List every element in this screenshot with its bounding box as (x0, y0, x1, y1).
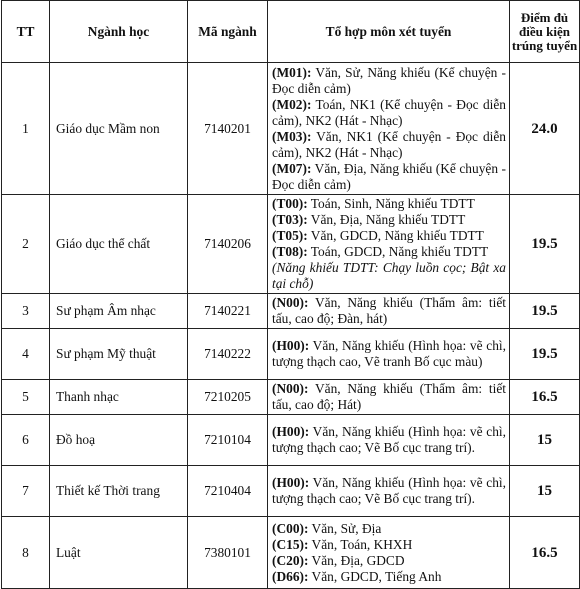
subject-combinations (268, 63, 510, 195)
header-tt: TT (2, 1, 50, 63)
table-row (2, 466, 580, 517)
combo-line (272, 65, 506, 97)
combo-subjects: Văn, Năng khiếu (Hình họa: vẽ chì, tượng thạch cao; Vẽ Bố cục trang trí). (272, 424, 506, 455)
combo-subjects: Văn, Địa, Năng khiếu TDTT (307, 212, 466, 227)
combo-line (272, 475, 506, 507)
cutoff-score: 15 (510, 415, 580, 466)
cutoff-score: 16.5 (510, 380, 580, 415)
combo-code: (M07): (272, 160, 312, 176)
major-name: Thanh nhạc (50, 380, 188, 415)
cutoff-score: 16.5 (510, 517, 580, 589)
subject-combinations (268, 195, 510, 294)
table-row (2, 195, 580, 294)
combo-code: (M02): (272, 96, 312, 112)
major-code: 7140206 (188, 195, 268, 294)
major-code: 7140221 (188, 294, 268, 329)
row-number: 3 (2, 294, 50, 329)
combo-subjects: Văn, Toán, KHXH (308, 536, 413, 552)
subject-combinations (268, 329, 510, 380)
header-combo: Tổ hợp môn xét tuyển (268, 1, 510, 63)
major-code: 7140201 (188, 63, 268, 195)
combo-subjects: Văn, Năng khiếu (Hình họa: vẽ chì, tượng thạch cao; Vẽ Bố cục trang trí). (272, 475, 506, 506)
subject-combinations (268, 415, 510, 466)
table-row (2, 63, 580, 195)
combo-code: (M03): (272, 128, 312, 144)
row-number: 2 (2, 195, 50, 294)
combo-subjects: Văn, Địa, Năng khiếu (Kể chuyện - Đọc diễn cảm) (272, 160, 506, 192)
combo-code: (N00): (272, 381, 309, 396)
combo-code: (H00): (272, 475, 310, 490)
combo-line (272, 244, 506, 260)
major-code: 7210404 (188, 466, 268, 517)
combo-subjects: Văn, Sử, Năng khiếu (Kể chuyện - Đọc diễn cảm) (272, 64, 506, 96)
row-number: 4 (2, 329, 50, 380)
major-name: Giáo dục Mầm non (50, 63, 188, 195)
combo-subjects: Toán, NK1 (Kể chuyện - Đọc diễn cảm), NK2 (Hát - Nhạc) (272, 96, 506, 128)
combo-code: (D66): (272, 568, 309, 584)
table-row (2, 380, 580, 415)
combo-line (272, 381, 506, 413)
header-row (2, 1, 580, 63)
combo-line (272, 553, 506, 569)
admission-table (1, 0, 580, 589)
combo-note: (Năng khiếu TDTT: Chạy luồn cọc; Bật xa tại chỗ) (272, 260, 506, 291)
combo-code: (C20): (272, 552, 309, 568)
cutoff-score: 24.0 (510, 63, 580, 195)
combo-code: (C15): (272, 536, 309, 552)
combo-line (272, 97, 506, 129)
row-number: 1 (2, 63, 50, 195)
combo-line (272, 228, 506, 244)
combo-subjects: Văn, Sử, Địa (308, 520, 382, 536)
combo-code: (T00): (272, 196, 308, 211)
row-number: 5 (2, 380, 50, 415)
combo-code: (H00): (272, 424, 310, 439)
subject-combinations (268, 466, 510, 517)
combo-subjects: Văn, NK1 (Kể chuyện - Đọc diễn cảm), NK2 (Hát - Nhạc) (272, 128, 506, 160)
combo-subjects: Toán, Sinh, Năng khiếu TDTT (307, 196, 475, 211)
subject-combinations (268, 294, 510, 329)
combo-line (272, 212, 506, 228)
combo-subjects: Toán, GDCD, Năng khiếu TDTT (307, 244, 489, 259)
combo-line (272, 295, 506, 327)
combo-subjects: Văn, GDCD, Tiếng Anh (308, 568, 442, 584)
cutoff-score: 19.5 (510, 294, 580, 329)
major-name: Giáo dục thể chất (50, 195, 188, 294)
row-number: 8 (2, 517, 50, 589)
table-row (2, 329, 580, 380)
cutoff-score: 19.5 (510, 329, 580, 380)
cutoff-score: 15 (510, 466, 580, 517)
subject-combinations (268, 380, 510, 415)
major-code: 7210205 (188, 380, 268, 415)
combo-line (272, 569, 506, 585)
major-code: 7210104 (188, 415, 268, 466)
combo-line (272, 521, 506, 537)
major-name: Thiết kế Thời trang (50, 466, 188, 517)
table-row (2, 294, 580, 329)
combo-line (272, 161, 506, 193)
major-code: 7380101 (188, 517, 268, 589)
combo-code: (T05): (272, 228, 308, 243)
table-body (2, 63, 580, 589)
table-row (2, 415, 580, 466)
major-code: 7140222 (188, 329, 268, 380)
combo-code: (N00): (272, 295, 309, 310)
combo-subjects: Văn, GDCD, Năng khiếu TDTT (307, 228, 484, 243)
combo-code: (H00): (272, 338, 310, 353)
combo-subjects: Văn, Năng khiếu (Hình họa: vẽ chì, tượng thạch cao, Vẽ tranh Bố cục màu) (272, 338, 506, 369)
major-name: Đồ hoạ (50, 415, 188, 466)
header-major: Ngành học (50, 1, 188, 63)
combo-line (272, 537, 506, 553)
combo-line (272, 196, 506, 212)
combo-line (272, 424, 506, 456)
header-score: Điểm đủ điều kiện trúng tuyển (510, 1, 580, 63)
row-number: 6 (2, 415, 50, 466)
major-name: Sư phạm Mỹ thuật (50, 329, 188, 380)
combo-code: (M01): (272, 64, 312, 80)
header-code: Mã ngành (188, 1, 268, 63)
combo-subjects: Văn, Năng khiếu (Thẩm âm: tiết tấu, cao độ; Đàn, hát) (272, 295, 506, 326)
combo-subjects: Văn, Năng khiếu (Thẩm âm: tiết tấu, cao độ; Hát) (272, 381, 506, 412)
row-number: 7 (2, 466, 50, 517)
combo-code: (C00): (272, 520, 309, 536)
combo-subjects: Văn, Địa, GDCD (308, 552, 405, 568)
combo-line (272, 129, 506, 161)
combo-code: (T03): (272, 212, 308, 227)
cutoff-score: 19.5 (510, 195, 580, 294)
major-name: Luật (50, 517, 188, 589)
combo-line (272, 338, 506, 370)
major-name: Sư phạm Âm nhạc (50, 294, 188, 329)
combo-code: (T08): (272, 244, 308, 259)
